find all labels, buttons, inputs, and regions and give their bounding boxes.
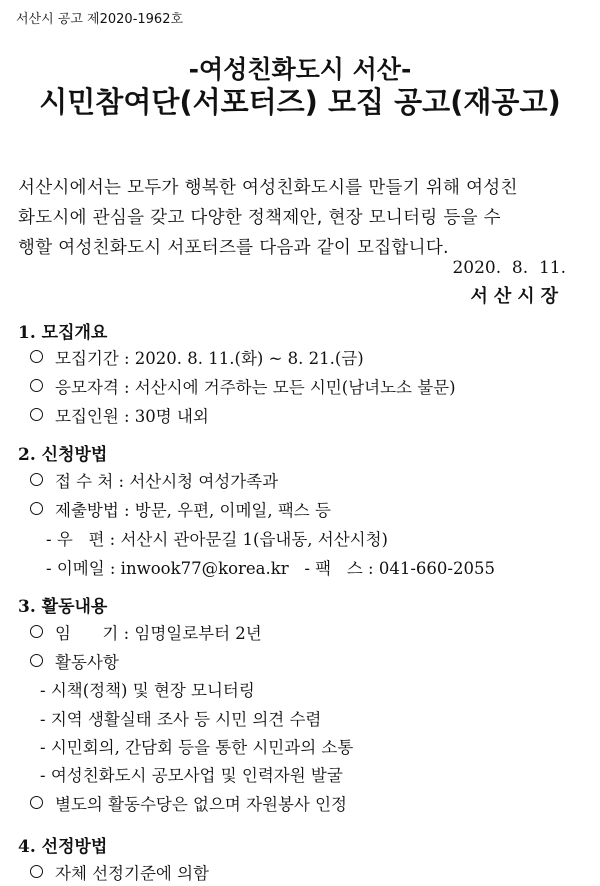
intro-line: 행할 여성친화도시 서포터즈를 다음과 같이 모집합니다. — [18, 238, 449, 258]
issuer: 서산시장 — [470, 286, 564, 307]
item-text: 활동사항 — [55, 653, 119, 672]
item-text: 모집기간 : 2020. 8. 11.(화) ~ 8. 21.(금) — [55, 349, 364, 368]
circle-bullet-icon — [30, 654, 43, 667]
list-item — [30, 649, 119, 673]
list-item — [30, 620, 262, 644]
title-subtitle: -여성친화도시 서산- — [188, 55, 412, 84]
sub-item: - 시민회의, 간담회 등을 통한 시민과의 소통 — [40, 738, 354, 757]
list-item — [30, 345, 364, 369]
sub-item: - 여성친화도시 공모사업 및 인력자원 발굴 — [40, 766, 343, 785]
sub-item: - 시책(정책) 및 현장 모니터링 — [40, 681, 255, 700]
intro-line: 화도시에 관심을 갖고 다양한 정책제안, 현장 모니터링 등을 수 — [18, 208, 501, 228]
intro-line: 서산시에서는 모두가 행복한 여성친화도시를 만들기 위해 여성친 — [18, 178, 518, 198]
list-item — [30, 791, 347, 815]
section-heading: 3. 활동내용 — [18, 597, 108, 617]
item-text: 임 기 : 임명일로부터 2년 — [55, 624, 262, 643]
notice-date: 2020. 8. 11. — [452, 258, 566, 278]
section-heading: 4. 선정방법 — [18, 837, 108, 857]
list-item — [30, 497, 331, 521]
circle-bullet-icon — [30, 502, 43, 515]
sub-item: - 이메일 : inwook77@korea.kr - 팩 스 : 041-660-2055 — [46, 559, 495, 578]
document-number: 서산시 공고 제2020-1962호 — [16, 12, 184, 27]
circle-bullet-icon — [30, 350, 43, 363]
item-text: 자체 선정기준에 의함 — [55, 864, 209, 883]
circle-bullet-icon — [30, 408, 43, 421]
item-text: 별도의 활동수당은 없으며 자원봉사 인정 — [55, 795, 347, 814]
circle-bullet-icon — [30, 625, 43, 638]
circle-bullet-icon — [30, 865, 43, 878]
list-item — [30, 374, 456, 398]
section-heading: 2. 신청방법 — [18, 445, 108, 465]
list-item — [30, 860, 209, 884]
list-item — [30, 403, 209, 427]
circle-bullet-icon — [30, 473, 43, 486]
sub-item: - 지역 생활실태 조사 등 시민 의견 수렴 — [40, 710, 322, 729]
section-heading: 1. 모집개요 — [18, 323, 108, 343]
item-text: 제출방법 : 방문, 우편, 이메일, 팩스 등 — [55, 501, 331, 520]
list-item — [30, 468, 278, 492]
item-text: 응모자격 : 서산시에 거주하는 모든 시민(남녀노소 불문) — [55, 378, 456, 397]
circle-bullet-icon — [30, 379, 43, 392]
sub-item: - 우 편 : 서산시 관아문길 1(읍내동, 서산시청) — [46, 530, 388, 549]
item-text: 접 수 처 : 서산시청 여성가족과 — [55, 472, 279, 491]
circle-bullet-icon — [30, 796, 43, 809]
page-title: 시민참여단(서포터즈) 모집 공고(재공고) — [39, 85, 561, 119]
item-text: 모집인원 : 30명 내외 — [55, 407, 209, 426]
